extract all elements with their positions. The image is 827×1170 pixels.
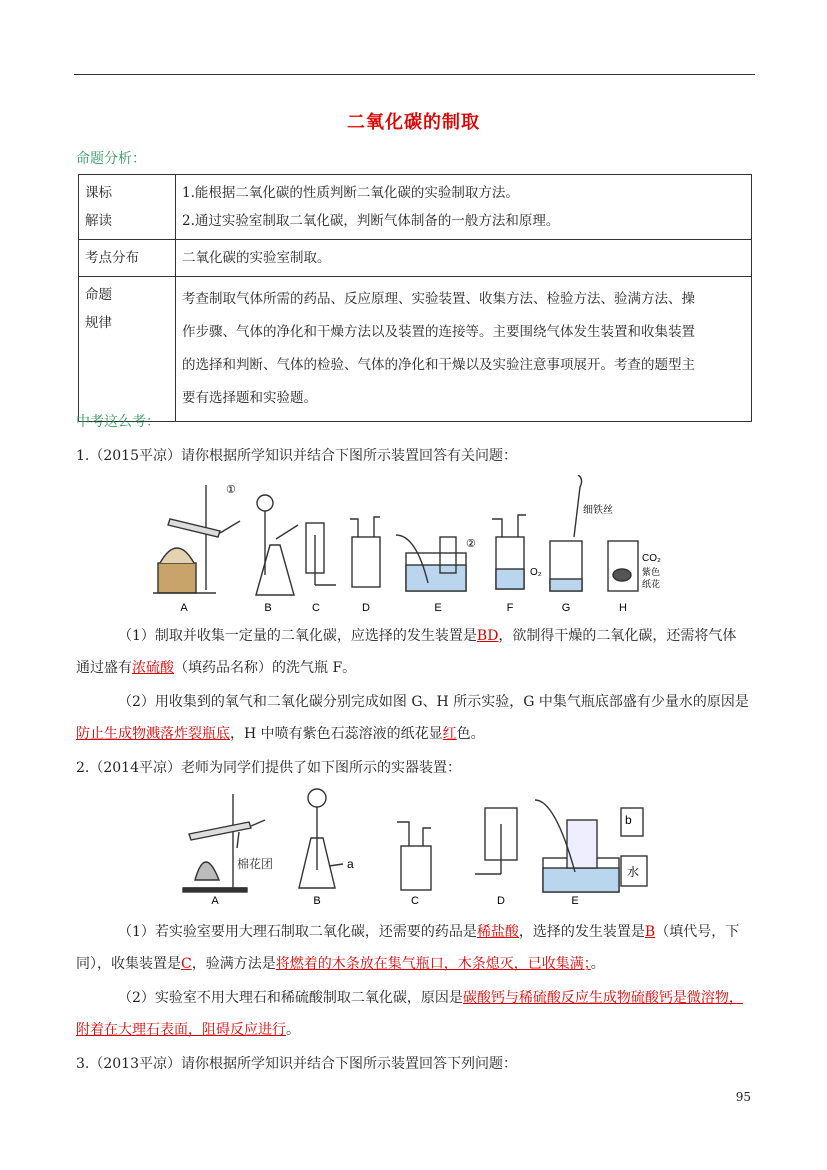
q1-label-d: D	[362, 602, 370, 614]
page-number: 95	[735, 1090, 751, 1104]
answer: 红	[442, 726, 457, 742]
q1-circle-two: ②	[466, 538, 476, 550]
answer: 防止生成物溅落炸裂瓶底	[76, 726, 230, 742]
q1-stem: 1.（2015平凉）请你根据所学知识并结合下图所示装置回答有关问题：	[76, 448, 517, 464]
header-rule	[74, 74, 755, 75]
row-body: 1.能根据二氧化碳的性质判断二氧化碳的实验制取方法。 2.通过实验室制取二氧化碳，判断气体制备的一般方法和原理。	[176, 175, 752, 240]
q2-label-b: B	[313, 895, 321, 906]
q1-g-o2-label: O₂	[530, 567, 542, 578]
q1-h-flower-label-2: 纸花	[642, 579, 661, 589]
answer: 碳酸钙与稀硫酸反应生成物硫酸钙是微溶物，	[462, 990, 743, 1006]
q2-stem: 2.（2014平凉）老师为同学们提供了如下图所示的实器装置：	[76, 760, 461, 776]
q1-part2-cont: 防止生成物溅落炸裂瓶底，H 中喷有紫色石蕊溶液的纸花显红色。	[76, 726, 485, 742]
table-row	[79, 175, 752, 240]
q1-label-g: G	[561, 602, 571, 614]
q1-apparatus-figure	[148, 475, 668, 615]
q1-label-b: B	[264, 602, 272, 614]
q2-part1: （1）若实验室要用大理石制取二氧化碳，还需要的药品是稀盐酸，选择的发生装置是B（填代号，下	[118, 924, 740, 940]
answer: B	[644, 924, 656, 940]
q2-part2: （2）实验室不用大理石和稀硫酸制取二氧化碳，原因是碳酸钙与稀硫酸反应生成物硫酸钙是微溶物，	[118, 990, 743, 1006]
q2-label-c: C	[411, 895, 419, 906]
q3-stem: 3.（2013平凉）请你根据所学知识并结合下图所示装置回答下列问题：	[76, 1056, 517, 1072]
q1-part1-cont: 通过盛有浓硫酸（填药品名称）的洗气瓶 F。	[76, 660, 357, 676]
table-row	[79, 277, 752, 422]
page-title: 二氧化碳的制取	[347, 112, 480, 133]
answer: C	[181, 956, 192, 972]
q1-part1: （1）制取并收集一定量的二氧化碳，应选择的发生装置是BD，欲制得干燥的二氧化碳，还需将气体	[118, 628, 737, 644]
q1-circle-one: ①	[226, 484, 236, 496]
answer: 稀盐酸	[476, 924, 519, 940]
q1-label-f: F	[506, 602, 514, 614]
table-row	[79, 240, 752, 277]
row-head: 考点分布	[79, 240, 176, 277]
q2-apparatus-figure	[175, 784, 665, 906]
answer: BD	[476, 628, 499, 644]
q1-h-co2-label: CO₂	[642, 553, 661, 564]
section-exam: 中考这么考：	[76, 414, 160, 430]
q1-h-flower-label-1: 紫色	[642, 567, 661, 577]
q1-part2: （2）用收集到的氧气和二氧化碳分别完成如图 G、H 所示实验，G 中集气瓶底部盛有少量水的原因是	[118, 694, 749, 710]
row-body: 考查制取气体所需的药品、反应原理、实验装置、收集方法、检验方法、验满方法、操 作步骤、气体的净化和干燥方法以及装置的连接等。主要围绕气体发生装置和收集装置 的选择和判断、气体的检验、气体的净化和干燥以及实验注意事项展开。考查的题型主 要有选择题和实验题。	[176, 277, 752, 422]
analysis-table	[78, 174, 752, 422]
q2-label-d: D	[497, 895, 505, 906]
section-analysis: 命题分析：	[76, 151, 146, 167]
answer: 浓硫酸	[132, 660, 174, 676]
row-body: 二氧化碳的实验室制取。	[176, 240, 752, 277]
q1-label-a: A	[180, 602, 188, 614]
answer: 附着在大理石表面，阻碍反应进行	[76, 1022, 286, 1038]
q2-label-e: E	[571, 895, 579, 906]
answer: 将燃着的木条放在集气瓶口，木条熄灭，已收集满；	[275, 956, 591, 972]
q2-water-label: 水	[627, 865, 640, 879]
q2-a-label: a	[347, 857, 354, 871]
q2-cotton-label: 棉花团	[237, 857, 274, 871]
q2-part1-cont: 同），收集装置是C，验满方法是将燃着的木条放在集气瓶口，木条熄灭，已收集满；。	[76, 956, 605, 972]
q1-label-e: E	[434, 602, 442, 614]
row-head: 命题 规律	[79, 277, 176, 422]
q1-label-c: C	[312, 602, 320, 614]
q1-label-h: H	[619, 602, 627, 614]
q2-b-label: b	[625, 813, 632, 827]
row-head: 课标 解读	[79, 175, 176, 240]
q2-part2-cont: 附着在大理石表面，阻碍反应进行。	[76, 1022, 300, 1038]
q1-wire-label: 细铁丝	[583, 505, 613, 516]
q2-label-a: A	[211, 895, 219, 906]
